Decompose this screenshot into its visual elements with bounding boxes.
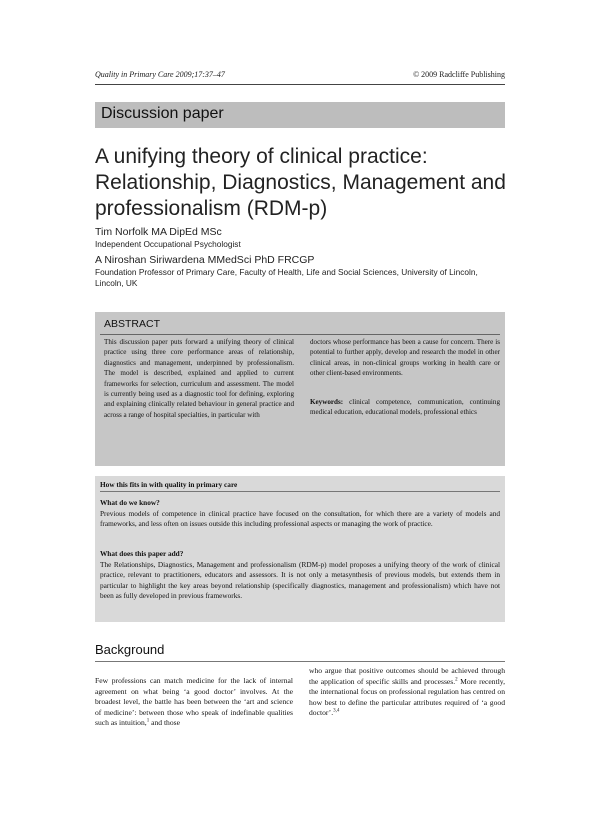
body-text-col2 <box>309 666 505 719</box>
background-heading: Background <box>95 642 165 657</box>
reference-marker: 1 <box>146 718 150 724</box>
fits-question: What does this paper add? <box>100 549 184 558</box>
author-affiliation: Independent Occupational Psychologist <box>95 239 241 249</box>
body-text: More recently, the international focus on professional regulation has centred on how best to define the particular attributes required of ‘a good doctor’. <box>309 676 506 718</box>
fits-box-divider <box>100 491 500 492</box>
body-text-col1 <box>95 676 293 729</box>
abstract-heading: ABSTRACT <box>104 318 161 330</box>
copyright-notice: © 2009 Radcliffe Publishing <box>413 70 505 79</box>
reference-marker: 2 <box>455 677 458 683</box>
author-name: Tim Norfolk MA DipEd MSc <box>95 226 222 238</box>
section-label-bar <box>95 102 505 128</box>
reference-marker: 3,4 <box>333 708 340 714</box>
author-name: A Niroshan Siriwardena MMedSci PhD FRCGP <box>95 254 315 266</box>
fits-answer: Previous models of competence in clinical practice have focused on the consultation, for which there are a variety of models and frameworks, and less often on issues outside this including professional aspects or managing the work of practice. <box>100 509 500 529</box>
keywords-label: Keywords: <box>310 397 344 406</box>
fits-question: What do we know? <box>100 498 160 507</box>
body-text: who argue that positive outcomes should be achieved through the application of specific skills and processes. <box>309 666 505 686</box>
author-affiliation: Foundation Professor of Primary Care, Faculty of Health, Life and Social Sciences, University of Lincoln, Lincoln, UK <box>95 267 478 288</box>
abstract-divider <box>100 334 500 335</box>
header-divider <box>95 84 505 85</box>
fits-box-title: How this fits in with quality in primary care <box>100 480 238 489</box>
abstract-box <box>95 312 505 466</box>
body-text: and those <box>149 718 180 728</box>
keywords <box>310 397 500 418</box>
fits-answer: The Relationships, Diagnostics, Management and professionalism (RDM-p) model proposes a unifying theory of the work of clinical practice, relevant to practitioners, educators and assessors. It is not only a metasynthesis of previous models, but extends them in particular to highlight the key areas beyond relationship (specifically diagnostics, management and professionalism) which have not been as fully developed in previous frameworks. <box>100 560 500 600</box>
abstract-text-col2-body: doctors whose performance has been a cause for concern. There is potential to further apply, develop and research the model in other clinical areas, in non-clinical groups working in health care or other client-based environments. <box>310 338 500 378</box>
section-label: Discussion paper <box>101 105 224 122</box>
quality-fits-box <box>95 476 505 622</box>
abstract-text-col1: This discussion paper puts forward a unifying theory of clinical practice using three core performance areas of relationship, diagnostics and management, underpinned by professionalism. The model is described, explained and applied to current frameworks for selection, curriculum and assessment. The model is currently being used as a diagnostic tool for defining, exploring and explaining clinically related behaviour in general practice and across a range of hospital specialties, in particular with <box>104 338 294 419</box>
abstract-text-col2 <box>310 337 500 417</box>
background-divider <box>95 661 505 662</box>
paper-title: A unifying theory of clinical practice: Relationship, Diagnostics, Management and professionalism (RDM-p) <box>95 145 506 220</box>
journal-citation: Quality in Primary Care 2009;17:37–47 <box>95 70 225 79</box>
keywords-list: clinical competence, communication, continuing medical education, educational models, professional ethics <box>310 397 500 417</box>
body-text: Few professions can match medicine for the lack of internal agreement on what being ‘a good doctor’ involves. At the broadest level, the battle has been between the ‘art and science of medicine’: between those who speak of indefinable qualities such as intuition, <box>95 676 293 728</box>
